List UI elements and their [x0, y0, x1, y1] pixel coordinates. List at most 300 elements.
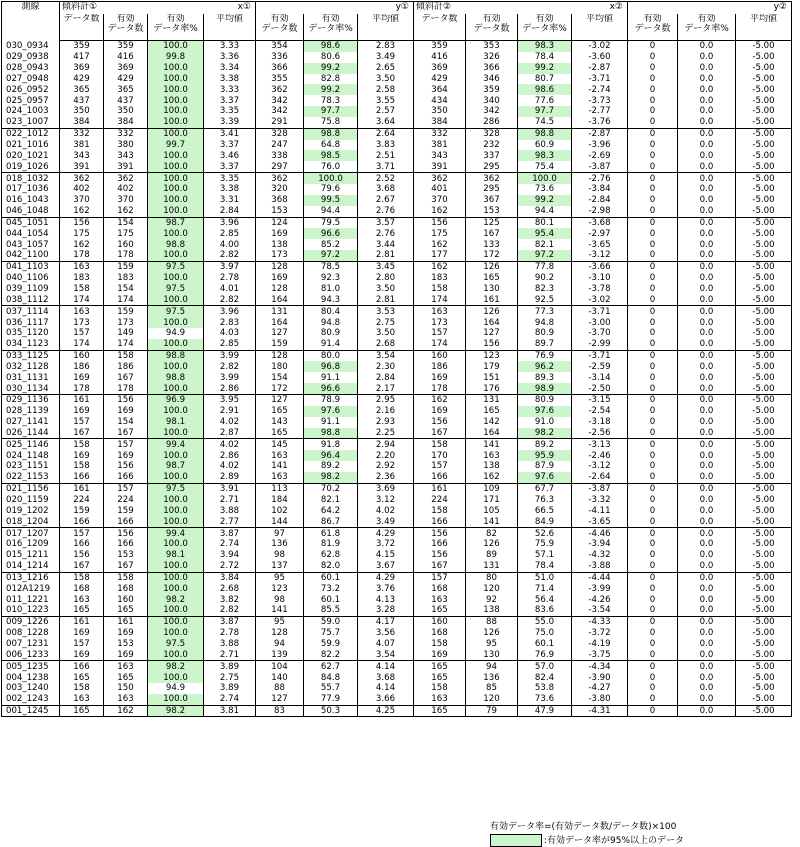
cell-valid-rate-y2: 0.0 [678, 705, 736, 717]
cell-mean-x1: 3.95 [204, 395, 256, 406]
cell-valid-rate-y2: 0.0 [678, 74, 736, 85]
cell-valid-rate-x2: 80.1 [518, 217, 572, 228]
legend [490, 821, 684, 847]
cell-valid-count-y1: 336 [256, 52, 304, 63]
cell-mean-y2: -5.00 [736, 84, 792, 95]
cell-valid-count-x1: 359 [104, 41, 148, 52]
cell-valid-rate-x1: 100.0 [148, 294, 204, 305]
cell-valid-count-x2: 163 [466, 450, 518, 461]
cell-mean-y2: -5.00 [736, 450, 792, 461]
cell-mean-y2: -5.00 [736, 339, 792, 350]
cell-data-count-2: 160 [414, 350, 466, 361]
cell-valid-rate-x2: 67.7 [518, 483, 572, 494]
cell-valid-rate-y2: 0.0 [678, 217, 736, 228]
cell-valid-count-y2: 0 [628, 472, 678, 483]
cell-valid-count-y1: 342 [256, 95, 304, 106]
table-header [2, 2, 792, 41]
cell-valid-rate-y1: 70.2 [304, 483, 358, 494]
cell-line-id: 033_1125 [2, 350, 60, 361]
cell-valid-count-y2: 0 [628, 705, 678, 717]
cell-mean-x1: 2.71 [204, 495, 256, 506]
cell-line-id: 046_1048 [2, 206, 60, 217]
cell-valid-rate-x2: 76.3 [518, 495, 572, 506]
cell-mean-x2: -4.44 [572, 572, 628, 583]
cell-data-count-2: 369 [414, 63, 466, 74]
cell-valid-count-x1: 362 [104, 173, 148, 184]
cell-mean-y1: 3.72 [358, 539, 414, 550]
cell-data-count-2: 391 [414, 161, 466, 172]
cell-valid-count-x2: 130 [466, 284, 518, 295]
cell-line-id: 031_1131 [2, 372, 60, 383]
cell-line-id: 027_1141 [2, 417, 60, 428]
cell-valid-count-x1: 159 [104, 306, 148, 317]
table-row [2, 84, 792, 95]
cell-valid-count-x2: 171 [466, 495, 518, 506]
cell-data-count-2: 156 [414, 550, 466, 561]
table-row [2, 450, 792, 461]
cell-mean-y2: -5.00 [736, 683, 792, 694]
cell-valid-count-y1: 113 [256, 483, 304, 494]
cell-mean-y2: -5.00 [736, 95, 792, 106]
cell-line-id: 045_1051 [2, 217, 60, 228]
table-row [2, 228, 792, 239]
cell-valid-count-y2: 0 [628, 561, 678, 572]
cell-valid-count-x2: 295 [466, 161, 518, 172]
cell-valid-rate-x1: 100.0 [148, 95, 204, 106]
cell-valid-count-x1: 178 [104, 383, 148, 394]
table-row [2, 572, 792, 583]
table-row [2, 550, 792, 561]
cell-valid-count-x2: 79 [466, 705, 518, 717]
table-row [2, 195, 792, 206]
cell-valid-count-y1: 320 [256, 184, 304, 195]
cell-mean-y2: -5.00 [736, 428, 792, 439]
cell-mean-x2: -3.71 [572, 350, 628, 361]
cell-valid-count-y2: 0 [628, 339, 678, 350]
cell-mean-y2: -5.00 [736, 239, 792, 250]
cell-valid-count-y2: 0 [628, 528, 678, 539]
cell-valid-rate-x2: 55.0 [518, 616, 572, 627]
cell-mean-y1: 2.94 [358, 439, 414, 450]
cell-data-count-1: 166 [60, 661, 104, 672]
cell-valid-rate-x1: 100.0 [148, 150, 204, 161]
table-row [2, 395, 792, 406]
cell-mean-x1: 2.71 [204, 649, 256, 660]
cell-data-count-2: 166 [414, 472, 466, 483]
cell-mean-y2: -5.00 [736, 383, 792, 394]
cell-valid-count-x1: 157 [104, 439, 148, 450]
cell-valid-rate-y2: 0.0 [678, 140, 736, 151]
cell-valid-count-y2: 0 [628, 417, 678, 428]
table-row [2, 383, 792, 394]
cell-valid-count-y1: 128 [256, 284, 304, 295]
cell-valid-count-y1: 137 [256, 561, 304, 572]
cell-valid-rate-x2: 77.3 [518, 306, 572, 317]
cell-valid-count-x1: 169 [104, 649, 148, 660]
cell-valid-rate-y1: 84.8 [304, 672, 358, 683]
table-row [2, 528, 792, 539]
cell-data-count-1: 350 [60, 106, 104, 117]
cell-valid-rate-x2: 92.5 [518, 294, 572, 305]
cell-mean-x2: -3.00 [572, 317, 628, 328]
cell-data-count-1: 183 [60, 273, 104, 284]
table-row [2, 672, 792, 683]
cell-valid-count-y1: 153 [256, 206, 304, 217]
cell-valid-rate-y2: 0.0 [678, 361, 736, 372]
table-row [2, 628, 792, 639]
cell-mean-x2: -3.02 [572, 41, 628, 52]
cell-mean-x1: 3.34 [204, 63, 256, 74]
cell-valid-count-x1: 391 [104, 161, 148, 172]
cell-valid-rate-x2: 82.1 [518, 239, 572, 250]
cell-data-count-2: 186 [414, 361, 466, 372]
cell-valid-count-y1: 128 [256, 628, 304, 639]
cell-mean-x2: -3.15 [572, 395, 628, 406]
cell-valid-count-x1: 163 [104, 661, 148, 672]
table-row [2, 206, 792, 217]
cell-valid-rate-y1: 55.7 [304, 683, 358, 694]
cell-data-count-1: 417 [60, 52, 104, 63]
cell-mean-x2: -3.66 [572, 261, 628, 272]
col-mean-y1: 平均値 [358, 14, 414, 41]
cell-valid-rate-y2: 0.0 [678, 661, 736, 672]
table-row [2, 294, 792, 305]
cell-mean-x1: 3.37 [204, 161, 256, 172]
cell-mean-x1: 3.87 [204, 616, 256, 627]
cell-valid-rate-y2: 0.0 [678, 339, 736, 350]
cell-mean-x1: 2.74 [204, 694, 256, 705]
cell-valid-rate-y1: 80.9 [304, 328, 358, 339]
cell-valid-count-y1: 97 [256, 528, 304, 539]
cell-valid-count-y1: 141 [256, 605, 304, 616]
table-body [2, 41, 792, 717]
cell-mean-y1: 4.29 [358, 572, 414, 583]
col-valid-rate-y1: 有効 データ率% [304, 14, 358, 41]
cell-mean-y1: 2.25 [358, 428, 414, 439]
cell-mean-y1: 2.30 [358, 361, 414, 372]
cell-valid-count-y1: 355 [256, 74, 304, 85]
cell-data-count-2: 434 [414, 95, 466, 106]
cell-mean-x2: -3.70 [572, 328, 628, 339]
cell-valid-count-y1: 83 [256, 705, 304, 717]
cell-mean-x1: 2.78 [204, 628, 256, 639]
cell-valid-count-x1: 165 [104, 605, 148, 616]
cell-mean-y1: 2.64 [358, 128, 414, 139]
cell-data-count-2: 158 [414, 639, 466, 650]
cell-valid-rate-y1: 73.2 [304, 583, 358, 594]
cell-mean-y2: -5.00 [736, 516, 792, 527]
cell-valid-rate-y1: 50.3 [304, 705, 358, 717]
cell-valid-rate-x1: 98.8 [148, 350, 204, 361]
cell-valid-rate-x2: 60.1 [518, 639, 572, 650]
cell-valid-count-x1: 162 [104, 206, 148, 217]
table-row [2, 239, 792, 250]
cell-valid-rate-y2: 0.0 [678, 128, 736, 139]
cell-mean-y1: 3.50 [358, 74, 414, 85]
cell-valid-rate-x1: 100.0 [148, 63, 204, 74]
cell-valid-count-x2: 80 [466, 572, 518, 583]
table-row [2, 273, 792, 284]
cell-valid-rate-y1: 80.0 [304, 350, 358, 361]
cell-mean-y1: 3.50 [358, 328, 414, 339]
cell-valid-rate-x2: 60.9 [518, 140, 572, 151]
cell-valid-rate-x1: 98.2 [148, 594, 204, 605]
cell-mean-x1: 4.01 [204, 284, 256, 295]
cell-valid-rate-x2: 75.4 [518, 161, 572, 172]
cell-valid-rate-x2: 97.6 [518, 472, 572, 483]
cell-valid-count-y2: 0 [628, 95, 678, 106]
cell-valid-rate-y1: 94.4 [304, 206, 358, 217]
cell-valid-count-x2: 89 [466, 550, 518, 561]
cell-mean-x1: 2.82 [204, 294, 256, 305]
cell-line-id: 006_1233 [2, 649, 60, 660]
cell-valid-rate-x1: 100.0 [148, 84, 204, 95]
cell-mean-x2: -4.46 [572, 528, 628, 539]
cell-valid-count-x1: 156 [104, 528, 148, 539]
cell-valid-count-y1: 169 [256, 273, 304, 284]
cell-valid-rate-y2: 0.0 [678, 461, 736, 472]
cell-line-id: 040_1106 [2, 273, 60, 284]
col-valid-count-y2: 有効 データ数 [628, 14, 678, 41]
cell-data-count-2: 169 [414, 372, 466, 383]
cell-valid-rate-y1: 81.0 [304, 284, 358, 295]
cell-mean-y1: 4.14 [358, 661, 414, 672]
cell-valid-rate-x2: 97.7 [518, 106, 572, 117]
cell-line-id: 019_1026 [2, 161, 60, 172]
cell-valid-count-y2: 0 [628, 317, 678, 328]
cell-valid-rate-x1: 100.0 [148, 41, 204, 52]
cell-valid-rate-y2: 0.0 [678, 528, 736, 539]
cell-valid-rate-x2: 83.6 [518, 605, 572, 616]
cell-mean-y2: -5.00 [736, 483, 792, 494]
table-row [2, 150, 792, 161]
cell-valid-count-x2: 232 [466, 140, 518, 151]
cell-data-count-1: 159 [60, 505, 104, 516]
cell-mean-x2: -3.12 [572, 461, 628, 472]
table-row [2, 173, 792, 184]
cell-mean-x1: 3.89 [204, 683, 256, 694]
cell-valid-rate-x2: 98.3 [518, 150, 572, 161]
table-row [2, 161, 792, 172]
cell-valid-count-x1: 384 [104, 117, 148, 128]
cell-valid-count-y2: 0 [628, 439, 678, 450]
cell-data-count-1: 165 [60, 705, 104, 717]
cell-valid-rate-x2: 91.0 [518, 417, 572, 428]
cell-valid-count-y2: 0 [628, 328, 678, 339]
cell-valid-count-x2: 167 [466, 228, 518, 239]
cell-valid-rate-x2: 53.8 [518, 683, 572, 694]
cell-valid-rate-x2: 76.9 [518, 649, 572, 660]
cell-data-count-1: 161 [60, 616, 104, 627]
cell-mean-y2: -5.00 [736, 395, 792, 406]
table-row [2, 705, 792, 717]
cell-mean-y2: -5.00 [736, 605, 792, 616]
cell-mean-x2: -3.87 [572, 483, 628, 494]
cell-mean-y1: 3.64 [358, 117, 414, 128]
cell-valid-count-x1: 173 [104, 317, 148, 328]
cell-mean-y1: 3.53 [358, 306, 414, 317]
cell-data-count-2: 162 [414, 239, 466, 250]
cell-data-count-2: 162 [414, 206, 466, 217]
cell-mean-x2: -3.68 [572, 217, 628, 228]
cell-mean-x1: 3.41 [204, 128, 256, 139]
cell-mean-y1: 3.67 [358, 561, 414, 572]
cell-line-id: 023_1007 [2, 117, 60, 128]
data-sheet [1, 1, 792, 717]
cell-valid-rate-x1: 97.5 [148, 306, 204, 317]
cell-valid-rate-x2: 80.9 [518, 328, 572, 339]
cell-valid-count-x2: 127 [466, 328, 518, 339]
cell-valid-rate-x2: 98.6 [518, 84, 572, 95]
cell-data-count-2: 350 [414, 106, 466, 117]
cell-valid-count-x2: 133 [466, 239, 518, 250]
cell-mean-y1: 4.29 [358, 528, 414, 539]
cell-data-count-1: 370 [60, 195, 104, 206]
cell-valid-rate-y1: 91.8 [304, 439, 358, 450]
cell-valid-count-x1: 154 [104, 217, 148, 228]
cell-line-id: 005_1235 [2, 661, 60, 672]
table-row [2, 439, 792, 450]
cell-valid-rate-x1: 97.5 [148, 261, 204, 272]
cell-data-count-2: 158 [414, 683, 466, 694]
cell-valid-rate-x2: 74.5 [518, 117, 572, 128]
cell-mean-x1: 3.36 [204, 52, 256, 63]
cell-data-count-1: 156 [60, 550, 104, 561]
cell-valid-count-y1: 124 [256, 217, 304, 228]
cell-mean-x2: -2.97 [572, 228, 628, 239]
cell-mean-x2: -2.46 [572, 450, 628, 461]
cell-line-id: 022_1153 [2, 472, 60, 483]
cell-data-count-2: 166 [414, 516, 466, 527]
col-valid-count-x2: 有効 データ数 [466, 14, 518, 41]
cell-valid-count-x1: 224 [104, 495, 148, 506]
cell-valid-rate-x1: 98.1 [148, 417, 204, 428]
cell-line-id: 036_1117 [2, 317, 60, 328]
cell-data-count-2: 170 [414, 450, 466, 461]
cell-mean-x1: 4.02 [204, 439, 256, 450]
cell-mean-y1: 3.68 [358, 184, 414, 195]
cell-valid-rate-y1: 78.5 [304, 261, 358, 272]
cell-data-count-1: 169 [60, 372, 104, 383]
cell-data-count-1: 332 [60, 128, 104, 139]
cell-data-count-1: 165 [60, 672, 104, 683]
table-row [2, 140, 792, 151]
cell-valid-count-x1: 416 [104, 52, 148, 63]
cell-mean-x1: 2.86 [204, 383, 256, 394]
cell-valid-rate-y1: 94.8 [304, 317, 358, 328]
cell-valid-rate-y1: 78.9 [304, 395, 358, 406]
cell-line-id: 018_1204 [2, 516, 60, 527]
cell-valid-rate-y1: 99.2 [304, 63, 358, 74]
cell-valid-count-x1: 166 [104, 516, 148, 527]
cell-mean-x2: -3.99 [572, 583, 628, 594]
cell-valid-rate-y1: 82.1 [304, 495, 358, 506]
cell-valid-rate-y2: 0.0 [678, 306, 736, 317]
cell-valid-rate-y1: 98.5 [304, 150, 358, 161]
table-row [2, 505, 792, 516]
cell-valid-rate-x1: 96.9 [148, 395, 204, 406]
cell-line-id: 028_0943 [2, 63, 60, 74]
cell-valid-rate-x1: 97.5 [148, 284, 204, 295]
table-row [2, 583, 792, 594]
cell-mean-x1: 3.88 [204, 505, 256, 516]
cell-valid-rate-x2: 52.6 [518, 528, 572, 539]
cell-valid-rate-x2: 71.4 [518, 583, 572, 594]
cell-valid-rate-y1: 99.2 [304, 84, 358, 95]
cell-data-count-1: 174 [60, 294, 104, 305]
cell-mean-x1: 3.39 [204, 117, 256, 128]
cell-data-count-2: 168 [414, 628, 466, 639]
cell-valid-count-y2: 0 [628, 52, 678, 63]
cell-valid-rate-x1: 100.0 [148, 106, 204, 117]
cell-mean-y1: 2.51 [358, 150, 414, 161]
cell-valid-count-x2: 141 [466, 439, 518, 450]
cell-valid-rate-y2: 0.0 [678, 84, 736, 95]
cell-valid-count-x2: 109 [466, 483, 518, 494]
cell-data-count-2: 157 [414, 461, 466, 472]
cell-mean-x1: 4.00 [204, 239, 256, 250]
cell-data-count-2: 429 [414, 74, 466, 85]
cell-valid-rate-y2: 0.0 [678, 372, 736, 383]
cell-valid-rate-x1: 97.5 [148, 483, 204, 494]
cell-line-id: 018_1032 [2, 173, 60, 184]
cell-data-count-1: 161 [60, 483, 104, 494]
cell-valid-count-y1: 127 [256, 328, 304, 339]
cell-mean-x2: -2.69 [572, 150, 628, 161]
cell-valid-rate-x2: 89.2 [518, 439, 572, 450]
cell-valid-rate-y2: 0.0 [678, 616, 736, 627]
cell-valid-rate-x1: 100.0 [148, 539, 204, 550]
cell-data-count-2: 183 [414, 273, 466, 284]
cell-valid-count-x2: 326 [466, 52, 518, 63]
table-row [2, 616, 792, 627]
cell-mean-x2: -3.13 [572, 439, 628, 450]
cell-valid-rate-y2: 0.0 [678, 239, 736, 250]
cell-line-id: 004_1238 [2, 672, 60, 683]
cell-line-id: 014_1214 [2, 561, 60, 572]
cell-data-count-1: 391 [60, 161, 104, 172]
cell-valid-count-x2: 359 [466, 84, 518, 95]
cell-data-count-2: 158 [414, 284, 466, 295]
cell-data-count-2: 163 [414, 306, 466, 317]
cell-mean-x1: 3.37 [204, 95, 256, 106]
cell-valid-count-x1: 161 [104, 616, 148, 627]
cell-valid-count-y2: 0 [628, 195, 678, 206]
cell-valid-rate-x1: 98.8 [148, 372, 204, 383]
cell-mean-y1: 2.17 [358, 383, 414, 394]
cell-valid-count-x1: 157 [104, 483, 148, 494]
cell-valid-count-x2: 88 [466, 616, 518, 627]
cell-valid-rate-x1: 100.0 [148, 206, 204, 217]
cell-valid-count-y1: 165 [256, 428, 304, 439]
cell-data-count-1: 167 [60, 561, 104, 572]
cell-mean-x1: 2.84 [204, 206, 256, 217]
col-line: 測線 [2, 2, 60, 41]
cell-valid-rate-y2: 0.0 [678, 516, 736, 527]
cell-valid-count-y2: 0 [628, 428, 678, 439]
table-row [2, 472, 792, 483]
cell-valid-count-y1: 328 [256, 128, 304, 139]
cell-mean-x2: -3.54 [572, 605, 628, 616]
table-row [2, 317, 792, 328]
table-row [2, 117, 792, 128]
cell-valid-count-x1: 154 [104, 284, 148, 295]
cell-data-count-2: 161 [414, 483, 466, 494]
cell-valid-rate-x2: 94.8 [518, 317, 572, 328]
cell-data-count-2: 162 [414, 261, 466, 272]
inclinometer-table [1, 1, 792, 717]
cell-line-id: 003_1240 [2, 683, 60, 694]
